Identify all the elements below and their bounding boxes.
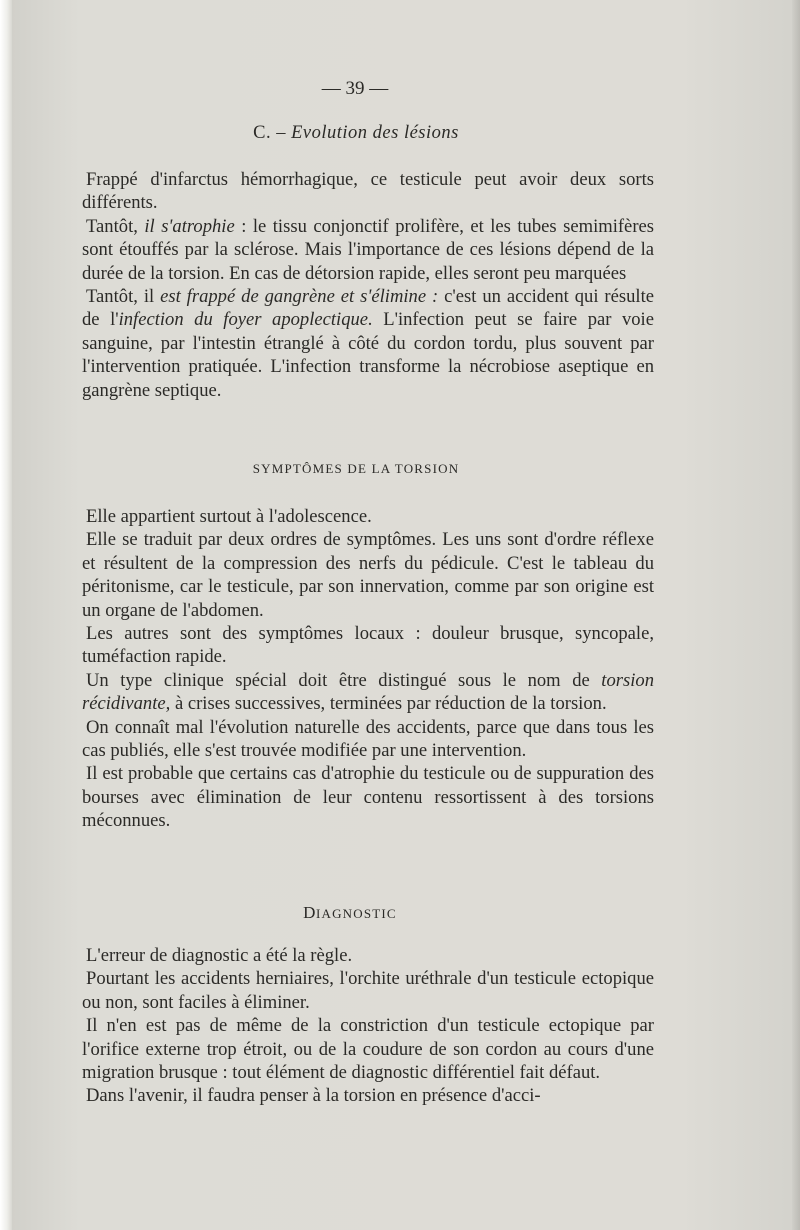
paragraph [82, 505, 654, 528]
symptomes-body [82, 505, 654, 833]
section-c-p3-c: L'infection peut se faire par voie sanguine, par l'intestin étranglé à côté du cordon tordu, plus souvent par l'intervention pratiquée. L'infection transforme la nécrobiose aseptique en gangrène septique. [82, 309, 654, 401]
section-c-p3-a: Tantôt, il [86, 286, 155, 308]
paragraph [82, 528, 654, 622]
symptomes-heading: SYMPTÔMES DE LA TORSION [252, 461, 460, 476]
diagnostic-heading [0, 903, 700, 924]
section-c-p1: Frappé d'infarctus hémorrhagique, ce testicule peut avoir deux sorts différents. [82, 169, 654, 214]
paragraph [82, 1084, 654, 1107]
paragraph [82, 285, 654, 402]
paragraph [82, 762, 654, 832]
section-c-p2-b: : le tissu conjonctif prolifère, et les tubes semimifères sont étouffés par la sclérose. Mais l'importance de ces lésions dépend de la durée de la torsion. En cas de détorsion rapide, elles seront peu marquées [82, 215, 654, 284]
paragraph [82, 168, 654, 215]
diagnostic-heading-rest: IAGNOSTIC [315, 906, 397, 921]
paragraph [82, 622, 654, 669]
symptomes-p4-em: torsion récidivante, [82, 669, 654, 715]
section-c-body [82, 168, 654, 402]
symptomes-p1: Elle appartient surtout à l'adolescence. [86, 506, 372, 527]
paragraph [82, 967, 654, 1014]
paragraph [82, 1014, 654, 1084]
symptomes-p4-b: à crises successives, terminées par réduction de la torsion. [174, 693, 607, 715]
diagnostic-p4: Dans l'avenir, il faudra penser à la torsion en présence d'acci- [86, 1085, 541, 1107]
diagnostic-p1: L'erreur de diagnostic a été la règle. [86, 945, 353, 966]
section-c-heading [0, 123, 712, 144]
diagnostic-p2: Pourtant les accidents herniaires, l'orchite uréthrale d'un testicule ectopique ou non, sont faciles à éliminer. [82, 968, 654, 1013]
symptomes-p3: Les autres sont des symptômes locaux : douleur brusque, syncopale, tuméfaction rapide. [82, 623, 654, 668]
paragraph [82, 669, 654, 716]
section-c-p3-em1: est frappé de gangrène et s'élimine : [160, 286, 439, 308]
section-c-p3-em2: infection du foyer apoplectique. [118, 309, 373, 331]
diagnostic-body [82, 944, 654, 1108]
paragraph [82, 716, 654, 763]
section-c-prefix: C. – [253, 123, 286, 143]
symptomes-p6: Il est probable que certains cas d'atrophie du testicule ou de suppuration des bourses avec élimination de leur contenu ressortissent à des torsions méconnues. [82, 763, 654, 832]
symptomes-p5: On connaît mal l'évolution naturelle des accidents, parce que dans tous les cas publiés, elle s'est trouvée modifiée par une intervention. [82, 716, 654, 762]
section-c-p2-a: Tantôt, [86, 215, 138, 237]
symptomes-p2: Elle se traduit par deux ordres de symptômes. Les uns sont d'ordre réflexe et résultent de la compression des nerfs du pédicule. C'est le tableau du péritonisme, car le testicule, par son innervation, comme par son origine est un organe de l'abdomen. [82, 529, 654, 621]
section-c-title: Evolution des lésions [291, 123, 459, 143]
symptomes-p4-a: Un type clinique spécial doit être distingué sous le nom de [86, 669, 590, 691]
paragraph [82, 215, 654, 285]
diagnostic-heading-initial: D [303, 903, 316, 922]
page-left-edge [0, 0, 12, 1230]
section-c-p2-em: il s'atrophie [144, 215, 235, 237]
paragraph [82, 944, 654, 967]
section-c-p3-b: c'est un accident qui résulte de l' [82, 286, 654, 331]
diagnostic-p3: Il n'en est pas de même de la constriction d'un testicule ectopique par l'orifice externe trop étroit, ou de la coudure de son cordon au cours d'une migration brusque : tout élément de diagnostic différentiel fait défaut. [82, 1015, 654, 1084]
page-number: — 39 — [321, 78, 389, 99]
page-right-edge [792, 0, 800, 1230]
